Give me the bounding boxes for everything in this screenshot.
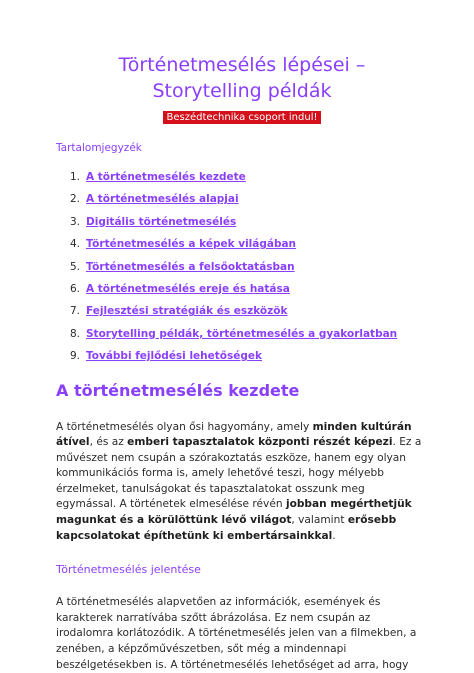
intro-paragraph: [56, 420, 428, 545]
bold-run: erősebb kapcsolatokat építhetünk ki embertársainkkal: [56, 514, 397, 542]
toc-link-peldak[interactable]: Storytelling példák, történetmesélés a gyakorlatban: [86, 327, 398, 340]
toc-link-alapjai[interactable]: A történetmesélés alapjai: [86, 193, 239, 206]
toc-link-kezdete[interactable]: A történetmesélés kezdete: [86, 171, 246, 183]
toc-number: 5.: [70, 260, 81, 273]
text-run: .: [332, 529, 336, 542]
toc-number: 6.: [70, 282, 81, 295]
page-title: [56, 0, 428, 104]
toc-link-digitalis[interactable]: Digitális történetmesélés: [86, 215, 237, 228]
body-paragraph: A történetmesélés alapvetően az információk, események és karakterek narratívába szőtt ábrázolása. Ez nem csupán az irodalomra korlátozódik. A történetmesélés jelen van a filmekben, a zenében, a képzőművészetben, sőt még a mindennapi beszélgetésekben is. A történetmesélés lehetőséget ad arra, hogy: [56, 596, 417, 671]
text-run: . Ez a művészet nem csupán a szórakoztatás eszköze, hanem egy olyan kommunikációs forma is, amely lehetővé teszi, hogy mélyebb érzelmeket, tanulságokat és tapasztalatokat osszunk meg egymással. A történetek elmesélése révén: [56, 436, 422, 511]
toc-link-fejlodes[interactable]: További fejlődési lehetőségek: [86, 350, 262, 363]
title-line-1: Történetmesélés lépései –: [118, 54, 366, 76]
toc-item: [70, 260, 428, 282]
text-run: A történetmesélés olyan ősi hagyomány, amely: [56, 420, 313, 433]
toc-link-kepek[interactable]: Történetmesélés a képek világában: [86, 238, 297, 251]
table-of-contents: [56, 170, 428, 372]
toc-number: 8.: [70, 327, 81, 340]
toc-item: [70, 304, 428, 326]
toc-item: [70, 192, 428, 214]
text-run: , és az: [89, 436, 128, 449]
toc-number: 1.: [70, 171, 81, 183]
toc-item: [70, 237, 428, 259]
subsection-heading: Történetmesélés jelentése: [56, 563, 201, 577]
toc-link-ereje[interactable]: A történetmesélés ereje és hatása: [86, 282, 290, 295]
toc-item: [70, 349, 428, 371]
badge-wrap: [56, 105, 428, 124]
toc-item: [70, 170, 428, 192]
toc-heading: Tartalomjegyzék: [56, 142, 142, 154]
section-heading: A történetmesélés kezdete: [56, 380, 300, 400]
bold-run: minden kultúrán átível: [56, 420, 412, 449]
toc-item: [70, 327, 428, 349]
toc-number: 9.: [70, 350, 81, 363]
toc-number: 2.: [70, 193, 81, 206]
toc-number: 4.: [70, 238, 81, 251]
bold-run: emberi tapasztalatok központi részét képezi: [127, 436, 393, 449]
title-line-2: Storytelling példák: [152, 80, 332, 102]
toc-item: [70, 282, 428, 304]
toc-link-strategiak[interactable]: Fejlesztési stratégiák és eszközök: [86, 305, 288, 318]
toc-number: 7.: [70, 305, 81, 318]
toc-item: [70, 215, 428, 237]
toc-link-felsooktatas[interactable]: Történetmesélés a felsőoktatásban: [86, 260, 295, 273]
toc-number: 3.: [70, 215, 81, 228]
promo-badge[interactable]: Beszédtechnika csoport indul!: [163, 111, 320, 124]
bold-run: jobban megérthetjük magunkat és a körülöttünk lévő világot: [56, 498, 412, 527]
text-run: , valamint: [291, 514, 348, 527]
